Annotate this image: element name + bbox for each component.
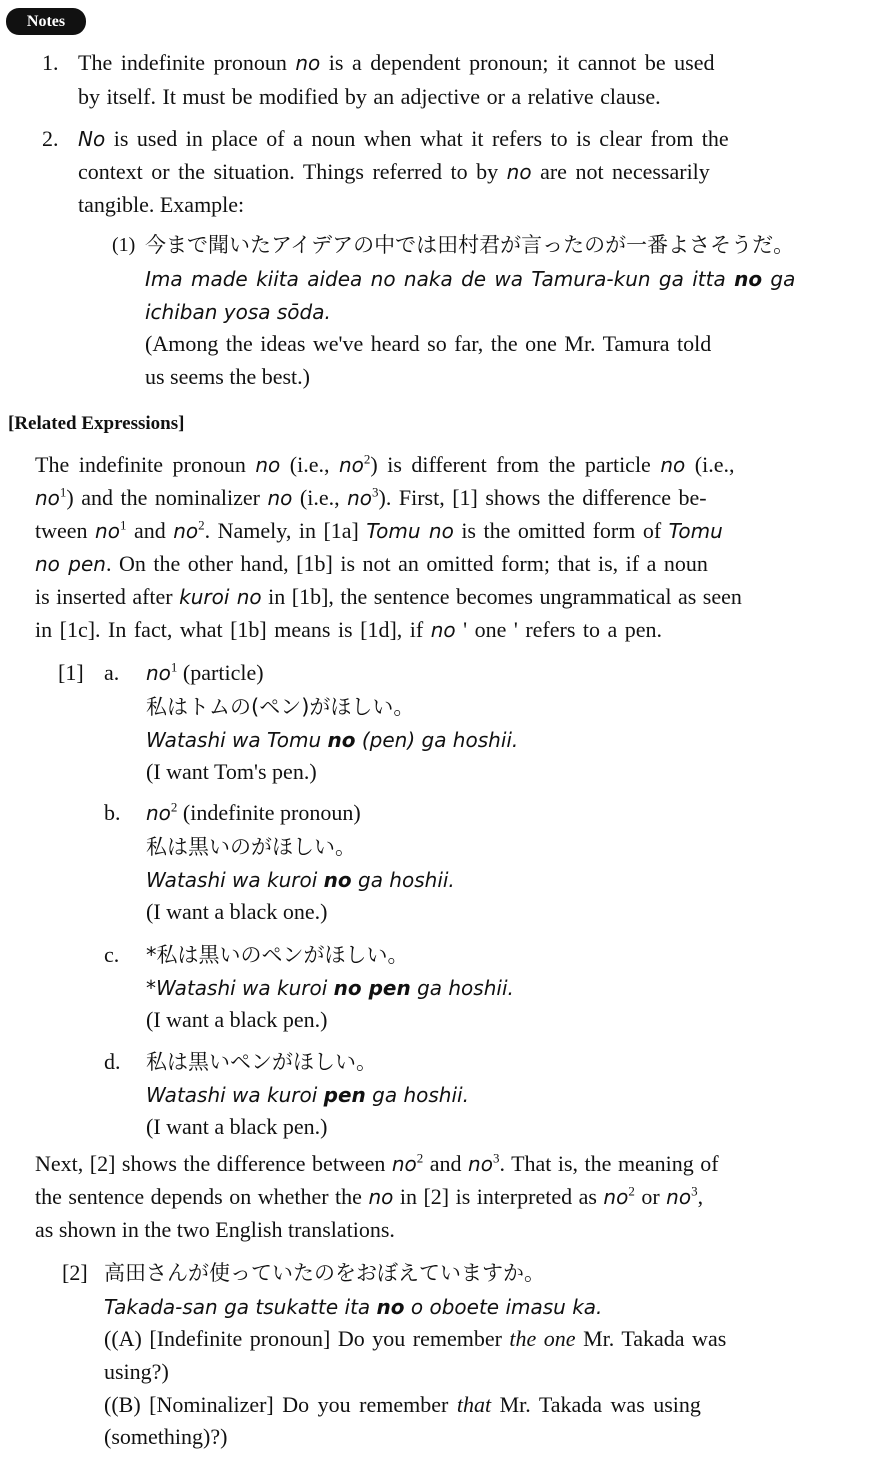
example-2-japanese: 高田さんが使っていたのをおぼえていますか。 (104, 1261, 545, 1285)
related-para-1-line-1: The indefinite pronoun no (i.e., $no^2$) is different from the particle no (i.e., (35, 451, 735, 477)
example-1b-label: b. (104, 800, 121, 825)
example-1-japanese: 今まで聞いたアイデアの中では田村君が言ったのが一番よさそうだ。 (145, 233, 795, 257)
example-2-romaji: Takada-san ga tsukatte ita no o oboete imasu ka. (104, 1295, 603, 1319)
example-1d-label: d. (104, 1049, 121, 1074)
example-2-bracket-label: [2] (62, 1260, 88, 1285)
example-1-number: (1) (112, 234, 136, 256)
example-1c-romaji: *Watashi wa kuroi no pen ga hoshii. (146, 976, 514, 1000)
example-1c-japanese: *私は黒いのペンがほしい。 (146, 943, 409, 967)
example-1-romaji-1: Ima made kiita aidea no naka de wa Tamura-kun ga itta no ga (145, 267, 796, 291)
note-2-line-3: tangible. Example: (78, 192, 245, 217)
example-1-english-1: (Among the ideas we've heard so far, the one Mr. Tamura told (145, 331, 712, 356)
example-1c-label: c. (104, 942, 120, 967)
example-1a-english: (I want Tom's pen.) (146, 759, 317, 784)
related-para-1-line-6: in [1c]. In fact, what [1b] means is [1d], if no ' one ' refers to a pen. (35, 617, 663, 642)
example-1-english-2: us seems the best.) (145, 364, 310, 389)
example-1d-english: (I want a black pen.) (146, 1114, 328, 1139)
example-1a-title: $no^1$ (particle) (146, 659, 264, 685)
example-1-romaji-2: ichiban yosa sōda. (145, 300, 331, 324)
note-1-number: 1. (42, 50, 59, 75)
related-para-1-line-4: no pen. On the other hand, [1b] is not an omitted form; that is, if a noun (35, 551, 708, 576)
example-2-translation-a-line-1: ((A) [Indefinite pronoun] Do you remember the one Mr. Takada was (104, 1326, 727, 1351)
example-1c-english: (I want a black pen.) (146, 1007, 328, 1032)
example-2-translation-a-line-2: using?) (104, 1359, 169, 1384)
related-para-1-line-2: $no^1$) and the nominalizer no (i.e., $no^3$). First, [1] shows the difference be- (35, 484, 707, 510)
note-2-line-2: context or the situation. Things referred to by no are not necessarily (78, 159, 710, 184)
example-2-translation-b-line-1: ((B) [Nominalizer] Do you remember that Mr. Takada was using (104, 1392, 701, 1417)
example-1a-japanese: 私はトムの(ペン)がほしい。 (146, 695, 415, 719)
notes-badge: Notes (6, 8, 86, 35)
related-expressions-heading: [Related Expressions] (8, 413, 185, 434)
example-1a-romaji: Watashi wa Tomu no (pen) ga hoshii. (146, 728, 519, 752)
example-1d-romaji: Watashi wa kuroi pen ga hoshii. (146, 1083, 469, 1107)
related-para-2-line-3: as shown in the two English translations. (35, 1217, 395, 1242)
example-1b-english: (I want a black one.) (146, 899, 328, 924)
example-1b-romaji: Watashi wa kuroi no ga hoshii. (146, 868, 455, 892)
example-1-bracket-label: [1] (58, 660, 84, 685)
example-2-translation-b-line-2: (something)?) (104, 1424, 228, 1449)
related-para-1-line-3: tween $no^1$ and $no^2$. Namely, in [1a] Tomu no is the omitted form of Tomu (35, 517, 723, 543)
example-1b-japanese: 私は黒いのがほしい。 (146, 835, 356, 859)
example-1b-title: $no^2$ (indefinite pronoun) (146, 799, 361, 825)
note-1-line-1: The indefinite pronoun no is a dependent pronoun; it cannot be used (78, 50, 715, 75)
note-1-line-2: by itself. It must be modified by an adjective or a relative clause. (78, 84, 661, 109)
example-1d-japanese: 私は黒いペンがほしい。 (146, 1050, 377, 1074)
related-para-2-line-2: the sentence depends on whether the no in [2] is interpreted as $no^2$ or $no^3$, (35, 1183, 704, 1209)
example-1a-label: a. (104, 660, 120, 685)
related-para-2-line-1: Next, [2] shows the difference between $no^2$ and $no^3$. That is, the meaning of (35, 1150, 719, 1176)
note-2-number: 2. (42, 126, 59, 151)
note-2-line-1: No is used in place of a noun when what it refers to is clear from the (78, 126, 729, 151)
related-para-1-line-5: is inserted after kuroi no in [1b], the sentence becomes ungrammatical as seen (35, 584, 742, 609)
